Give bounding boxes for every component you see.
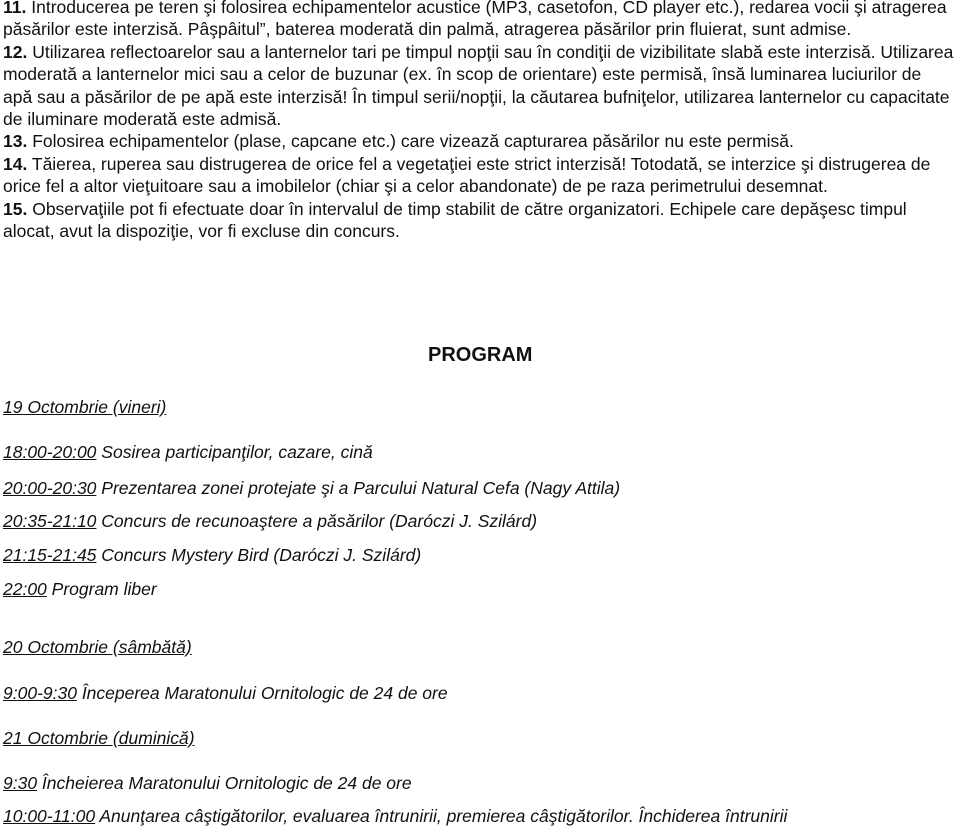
schedule-entry	[3, 579, 157, 600]
rule-12	[3, 41, 955, 131]
rule-13	[3, 130, 955, 152]
schedule-description: Anunţarea câştigătorilor, evaluarea întrunirii, premierea câştigătorilor. Închiderea întrunirii	[95, 806, 788, 826]
schedule-entry	[3, 806, 787, 827]
rule-number: 15.	[3, 198, 28, 219]
schedule-entry	[3, 545, 421, 566]
rule-text: Utilizarea reflectoarelor sau a lanternelor tari pe timpul nopţii sau în condiţii de vizibilitate slabă este interzisă. Utilizarea moderată a lanternelor mici sau a celor de buzunar (ex. în scop de orientare) este permisă, însă luminarea luciurilor de apă sau a păsărilor de pe apă este interzisă! În timpul serii/nopţii, la căutarea bufniţelor, utilizarea lanternelor cu capacitate de iluminare moderată este admisă.	[3, 41, 954, 130]
schedule-description: Încheierea Maratonului Ornitologic de 24 de ore	[37, 773, 412, 793]
rule-text: Folosirea echipamentelor (plase, capcane etc.) care vizează capturarea păsărilor nu este permisă.	[32, 131, 794, 152]
rule-text: Introducerea pe teren şi folosirea echipamentelor acustice (MP3, casetofon, CD player etc.), redarea vocii şi atragerea păsărilor este interzisă. Pâşpâitul”, baterea moderată din palmă, atragerea păsărilor prin fluierat, sunt admise.	[3, 0, 947, 40]
schedule-entry	[3, 683, 448, 704]
rule-11	[3, 0, 955, 41]
day-heading: 21 Octombrie (duminică)	[3, 728, 195, 748]
schedule-entry	[3, 773, 412, 794]
rule-number: 12.	[3, 41, 28, 62]
rule-text: Tăierea, ruperea sau distrugerea de orice fel a vegetaţiei este strict interzisă! Totodată, se interzice şi distrugerea de orice fel a altor vieţuitoare sau a imobilelor (chiar şi a celor abandonate) de pe raza perimetrului desemnat.	[3, 153, 931, 197]
schedule-time: 20:35-21:10	[3, 511, 97, 531]
schedule-description: Sosirea participanţilor, cazare, cină	[96, 442, 373, 462]
schedule-entry	[3, 511, 537, 532]
schedule-entry	[3, 442, 373, 463]
rule-number: 11.	[3, 0, 27, 17]
schedule-description: Începerea Maratonului Ornitologic de 24 de ore	[76, 683, 448, 703]
schedule-entry	[3, 478, 620, 499]
rules-section	[3, 0, 955, 242]
schedule-time: 9:30	[3, 773, 38, 793]
program-title: PROGRAM	[428, 344, 533, 366]
schedule-time: 20:00-20:30	[3, 478, 97, 498]
rule-15	[3, 198, 955, 243]
rule-text: Observaţiile pot fi efectuate doar în intervalul de timp stabilit de către organizatori. Echipele care depăşesc timpul alocat, avut la dispoziţie, vor fi excluse din concurs.	[3, 198, 907, 242]
schedule-time: 9:00-9:30	[3, 683, 77, 703]
schedule-time: 18:00-20:00	[3, 442, 97, 462]
schedule-description: Concurs Mystery Bird (Daróczi J. Szilárd)	[96, 545, 422, 565]
rule-number: 14.	[3, 153, 28, 174]
schedule-time: 22:00	[3, 579, 47, 599]
schedule-description: Concurs de recunoaştere a păsărilor (Daróczi J. Szilárd)	[96, 511, 538, 531]
rule-14	[3, 153, 955, 198]
day-heading: 19 Octombrie (vineri)	[3, 397, 167, 417]
schedule-time: 21:15-21:45	[3, 545, 97, 565]
day-heading: 20 Octombrie (sâmbătă)	[3, 637, 192, 657]
schedule-description: Prezentarea zonei protejate şi a Parcului Natural Cefa (Nagy Attila)	[96, 478, 621, 498]
schedule-description: Program liber	[46, 579, 157, 599]
rule-number: 13.	[3, 131, 28, 152]
schedule-time: 10:00-11:00	[3, 806, 96, 826]
